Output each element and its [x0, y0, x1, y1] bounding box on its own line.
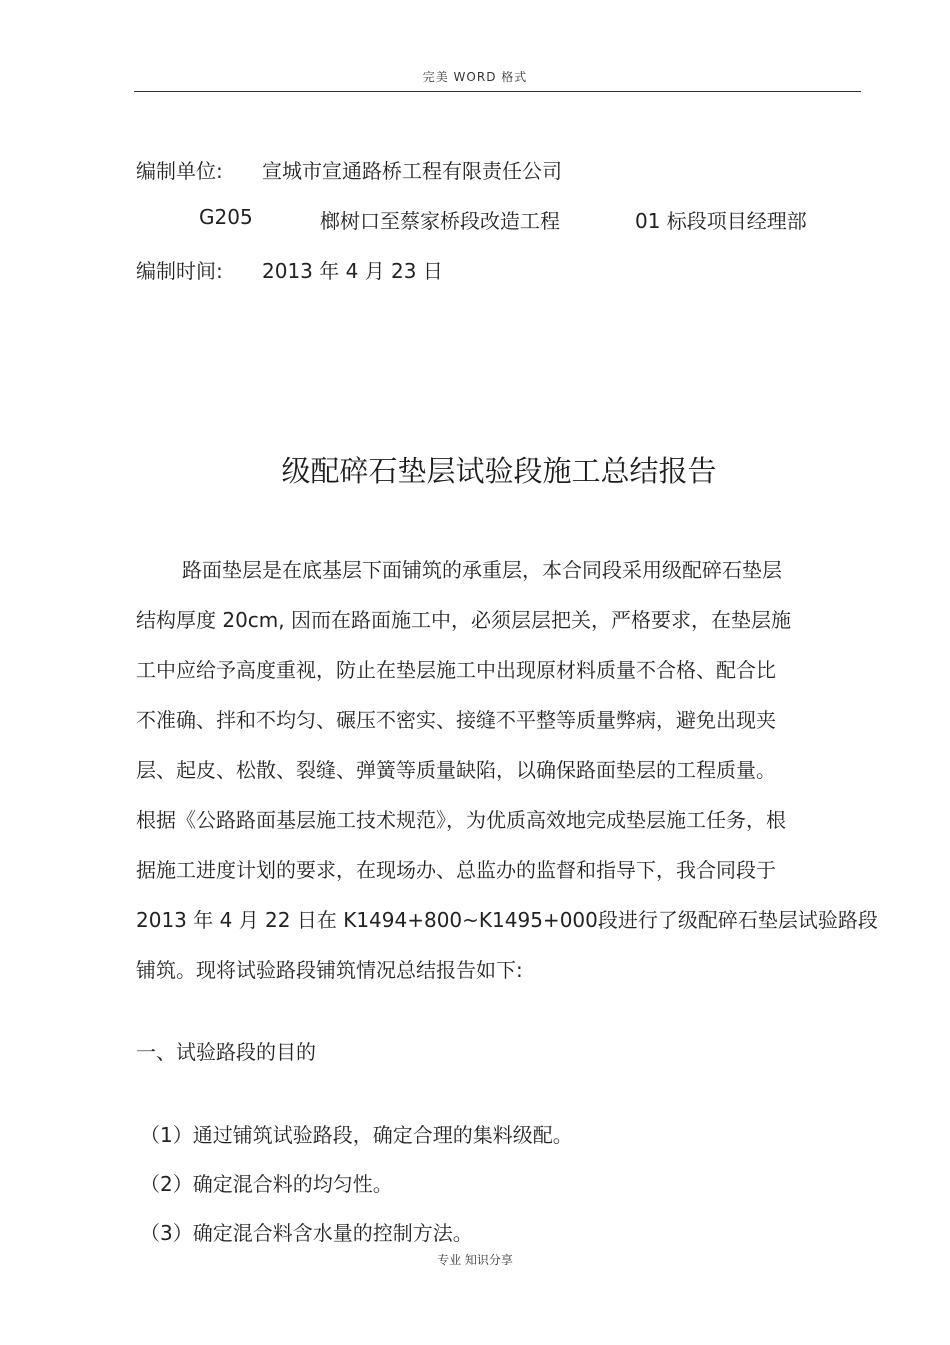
paragraph-line: 路面垫层是在底基层下面铺筑的承重层，本合同段采用级配碎石垫层: [182, 558, 782, 582]
paragraph-line: 铺筑。现将试验路段铺筑情况总结报告如下:: [136, 958, 523, 982]
time-label: 编制时间:: [136, 259, 223, 283]
unit-label: 编制单位:: [136, 159, 223, 183]
list-item: （1）通过铺筑试验路段，确定合理的集料级配。: [140, 1123, 573, 1147]
paragraph-line: 结构厚度 20cm, 因而在路面施工中，必须层层把关，严格要求，在垫层施: [136, 608, 791, 632]
paragraph-line: 工中应给予高度重视，防止在垫层施工中出现原材料质量不合格、配合比: [136, 658, 776, 682]
unit-value: 宣城市宣通路桥工程有限责任公司: [262, 159, 562, 183]
list-item: （3）确定混合料含水量的控制方法。: [140, 1221, 473, 1245]
project-name: 榔树口至蔡家桥段改造工程: [320, 209, 560, 233]
paragraph-line: 根据《公路路面基层施工技术规范》，为优质高效地完成垫层施工任务，根: [136, 808, 786, 832]
section-heading: 一、试验路段的目的: [136, 1040, 316, 1064]
paragraph-line: 不准确、拌和不均匀、碾压不密实、接缝不平整等质量弊病，避免出现夹: [136, 708, 776, 732]
document-title: 级配碎石垫层试验段施工总结报告: [281, 454, 717, 488]
project-dept: 01 标段项目经理部: [635, 209, 807, 233]
time-value: 2013 年 4 月 23 日: [262, 259, 443, 283]
paragraph-line: 层、起皮、松散、裂缝、弹簧等质量缺陷，以确保路面垫层的工程质量。: [136, 758, 776, 782]
header-rule: [134, 91, 861, 92]
paragraph-line: 2013 年 4 月 22 日在 K1494+800~K1495+000段进行了级配碎石垫层试验路段: [136, 908, 878, 932]
list-item: （2）确定混合料的均匀性。: [140, 1172, 393, 1196]
page-header: 完美 WORD 格式: [422, 70, 528, 84]
page-footer: 专业 知识分享: [437, 1253, 513, 1267]
project-code: G205: [199, 205, 253, 229]
paragraph-line: 据施工进度计划的要求，在现场办、总监办的监督和指导下，我合同段于: [136, 858, 776, 882]
